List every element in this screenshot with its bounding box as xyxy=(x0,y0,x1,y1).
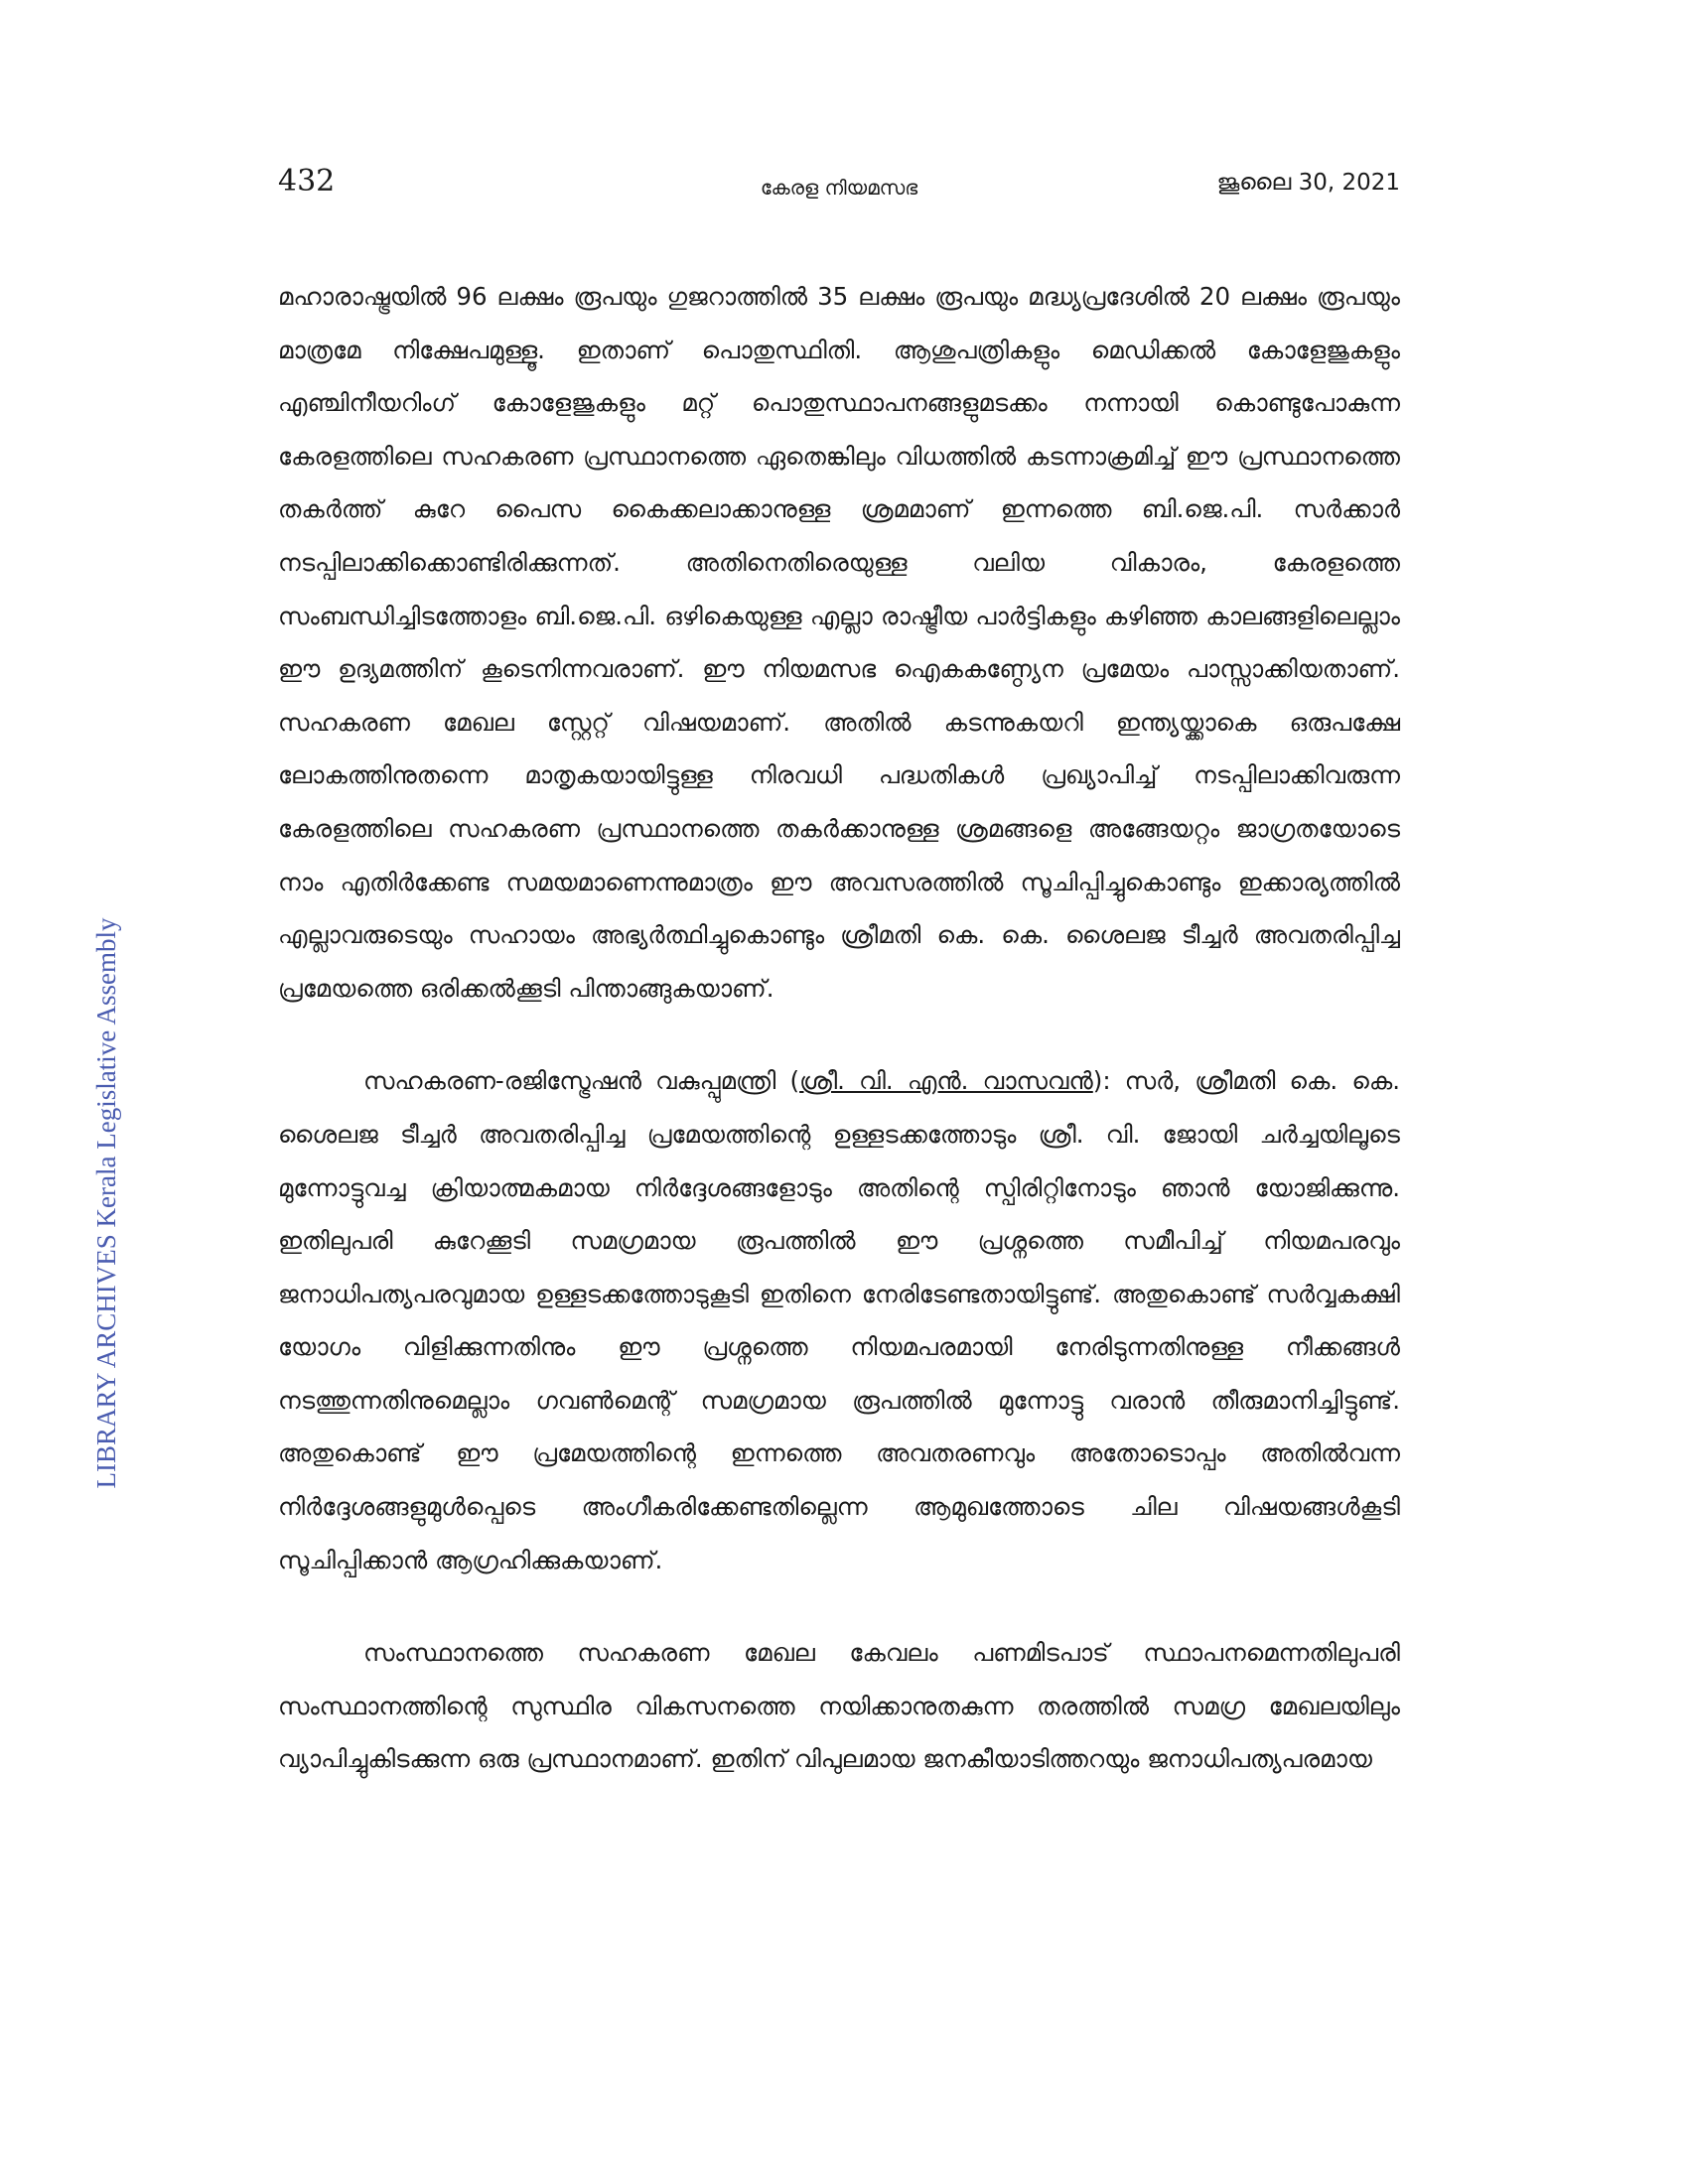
speaker-suffix: ): xyxy=(1092,1066,1125,1096)
body-text xyxy=(278,270,1400,1786)
speaker-prefix: സഹകരണ-രജിസ്ട്രേഷൻ വകുപ്പുമന്ത്രി ( xyxy=(363,1066,800,1096)
speech-text: സർ, ശ്രീമതി കെ. കെ. ശൈലജ ടീച്ചർ അവതരിപ്പിച്ച പ്രമേയത്തിന്റെ ഉള്ളടക്കത്തോടും ശ്രീ. വി. ജോയി ചർച്ചയിലൂടെ മുന്നോട്ടുവച്ച ക്രിയാത്മകമായ നിർദ്ദേശങ്ങളോടും അതിന്റെ സ്പിരിറ്റിനോടും ഞാൻ യോജിക്കുന്നു. ഇതിലുപരി കുറേക്കൂടി സമഗ്രമായ രൂപത്തിൽ ഈ പ്രശ്നത്തെ സമീപിച്ച് നിയമപരവും ജനാധിപത്യപരവുമായ ഉള്ളടക്കത്തോടുകൂടി ഇതിനെ നേരിടേണ്ടതായിട്ടുണ്ട്. അതുകൊണ്ട് സർവ്വകക്ഷി യോഗം വിളിക്കുന്നതിനും ഈ പ്രശ്നത്തെ നിയമപരമായി നേരിടുന്നതിനുള്ള നീക്കങ്ങൾ നടത്തുന്നതിനുമെല്ലാം ഗവൺമെന്റ് സമഗ്രമായ രൂപത്തിൽ മുന്നോട്ടു വരാൻ തീരുമാനിച്ചിട്ടുണ്ട്. അതുകൊണ്ട് ഈ പ്രമേയത്തിന്റെ ഇന്നത്തെ അവതരണവും അതോടൊപ്പം അതിൽവന്ന നിർദ്ദേശങ്ങളുമുൾപ്പെടെ അംഗീകരിക്കേണ്ടതില്ലെന്ന ആമുഖത്തോടെ ചില വിഷയങ്ങൾകൂടി സൂചിപ്പിക്കാൻ ആഗ്രഹിക്കുകയാണ്. xyxy=(278,1066,1400,1574)
page-header xyxy=(278,164,1400,213)
paragraph-2 xyxy=(278,1054,1400,1586)
assembly-name: കേരള നിയമസഭ xyxy=(760,176,918,200)
paragraph-1: മഹാരാഷ്ട്രയിൽ 96 ലക്ഷം രൂപയും ഗുജറാത്തിൽ 35 ലക്ഷം രൂപയും മദ്ധ്യപ്രദേശിൽ 20 ലക്ഷം രൂപയും മാത്രമേ നിക്ഷേപമുള്ളൂ. ഇതാണ് പൊതുസ്ഥിതി. ആശുപത്രികളും മെഡിക്കൽ കോളേജുകളും എഞ്ചിനീയറിംഗ് കോളേജുകളും മറ്റ് പൊതുസ്ഥാപനങ്ങളുമടക്കം നന്നായി കൊണ്ടുപോകുന്ന കേരളത്തിലെ സഹകരണ പ്രസ്ഥാനത്തെ ഏതെങ്കിലും വിധത്തിൽ കടന്നാക്രമിച്ച് ഈ പ്രസ്ഥാനത്തെ തകർത്ത് കുറേ പൈസ കൈക്കലാക്കാനുള്ള ശ്രമമാണ് ഇന്നത്തെ ബി.ജെ.പി. സർക്കാർ നടപ്പിലാക്കിക്കൊണ്ടിരിക്കുന്നത്. അതിനെതിരെയുള്ള വലിയ വികാരം, കേരളത്തെ സംബന്ധിച്ചിടത്തോളം ബി.ജെ.പി. ഒഴികെയുള്ള എല്ലാ രാഷ്ട്രീയ പാർട്ടികളും കഴിഞ്ഞ കാലങ്ങളിലെല്ലാം ഈ ഉദ്യമത്തിന് കൂടെനിന്നവരാണ്. ഈ നിയമസഭ ഐകകണ്ഠ്യേന പ്രമേയം പാസ്സാക്കിയതാണ്. സഹകരണ മേഖല സ്റ്റേറ്റ് വിഷയമാണ്. അതിൽ കടന്നുകയറി ഇന്ത്യയ്ക്കാകെ ഒരുപക്ഷേ ലോകത്തിനുതന്നെ മാതൃകയായിട്ടുള്ള നിരവധി പദ്ധതികൾ പ്രഖ്യാപിച്ച് നടപ്പിലാക്കിവരുന്ന കേരളത്തിലെ സഹകരണ പ്രസ്ഥാനത്തെ തകർക്കാനുള്ള ശ്രമങ്ങളെ അങ്ങേയറ്റം ജാഗ്രതയോടെ നാം എതിർക്കേണ്ട സമയമാണെന്നുമാത്രം ഈ അവസരത്തിൽ സൂചിപ്പിച്ചുകൊണ്ടും ഇക്കാര്യത്തിൽ എല്ലാവരുടെയും സഹായം അഭ്യർത്ഥിച്ചുകൊണ്ടും ശ്രീമതി കെ. കെ. ശൈലജ ടീച്ചർ അവതരിപ്പിച്ച പ്രമേയത്തെ ഒരിക്കൽക്കൂടി പിന്താങ്ങുകയാണ്. xyxy=(278,282,1400,1003)
paragraph-3: സംസ്ഥാനത്തെ സഹകരണ മേഖല കേവലം പണമിടപാട് സ്ഥാപനമെന്നതിലുപരി സംസ്ഥാനത്തിന്റെ സുസ്ഥിര വികസനത്തെ നയിക്കാനുതകുന്ന തരത്തിൽ സമഗ്ര മേഖലയിലും വ്യാപിച്ചുകിടക്കുന്ന ഒരു പ്രസ്ഥാനമാണ്. ഇതിന് വിപുലമായ ജനകീയാടിത്തറയും ജനാധിപത്യപരമായ xyxy=(278,1638,1400,1774)
page-number: 432 xyxy=(278,164,336,199)
archive-watermark: LIBRARY ARCHIVES Kerala Legislative Assembly xyxy=(91,917,121,1489)
header-date: ജൂലൈ 30, 2021 xyxy=(1216,170,1400,196)
speaker-name: ശ്രീ. വി. എൻ. വാസവൻ xyxy=(799,1066,1093,1096)
